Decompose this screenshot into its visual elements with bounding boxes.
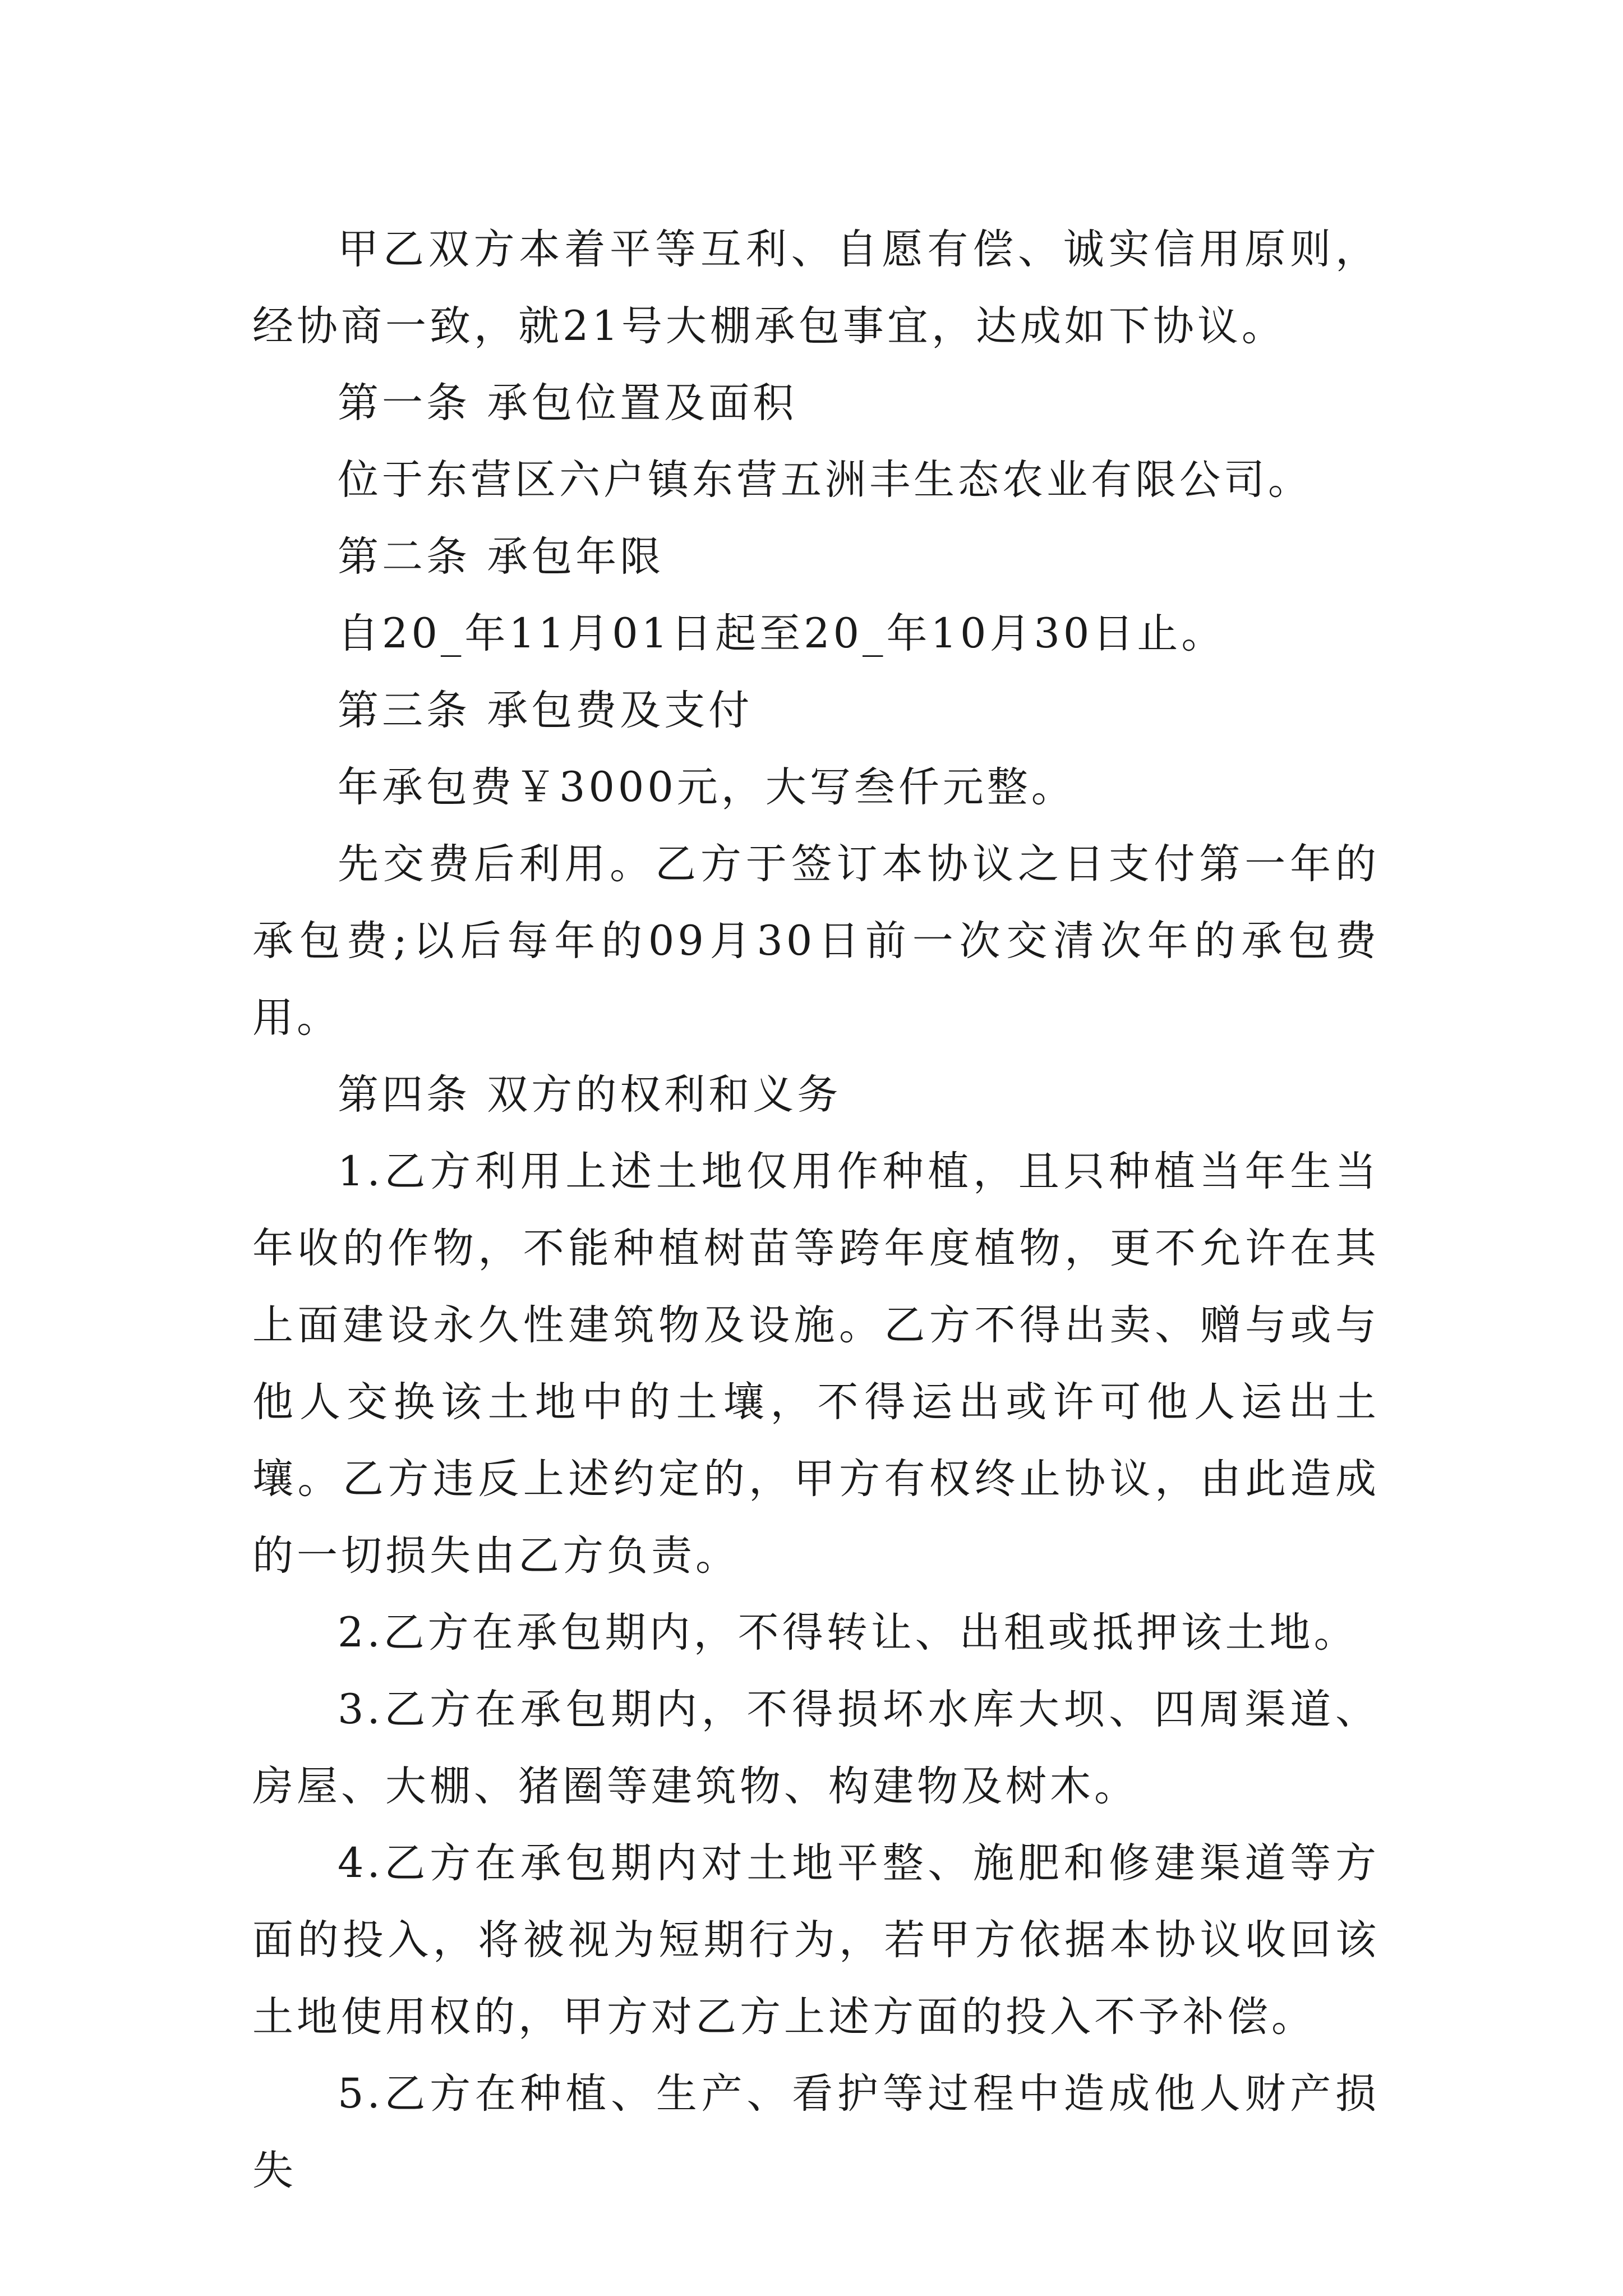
clause-2: 2.乙方在承包期内，不得转让、出租或抵押该土地。 <box>338 1609 1358 1657</box>
clause-5: 5.乙方在种植、生产、看护等过程中造成他人财产损失 <box>252 2070 1380 2194</box>
paragraph-term: 自20_年11月01日起至20_年10月30日止。 <box>338 610 1226 657</box>
paragraph-location: 位于东营区六户镇东营五洲丰生态农业有限公司。 <box>338 456 1312 504</box>
paragraph-preamble: 甲乙双方本着平等互利、自愿有偿、诚实信用原则，经协商一致，就21号大棚承包事宜，达成如下协议。 <box>252 226 1380 350</box>
clause-3: 3.乙方在承包期内，不得损坏水库大坝、四周渠道、房屋、大棚、猪圈等建筑物、构建物及树木。 <box>252 1686 1380 1810</box>
document-body <box>252 211 1380 2209</box>
paragraph-fee: 年承包费￥3000元，大写叁仟元整。 <box>338 763 1076 811</box>
heading-article-1: 第一条 承包位置及面积 <box>338 379 797 427</box>
clause-1: 1.乙方利用上述土地仅用作种植，且只种植当年生当年收的作物，不能种植树苗等跨年度植物，更不允许在其上面建设永久性建筑物及设施。乙方不得出卖、赠与或与他人交换该土地中的土壤，不得运出或许可他人运出土壤。乙方违反上述约定的，甲方有权终止协议，由此造成的一切损失由乙方负责。 <box>252 1148 1380 1580</box>
clause-4: 4.乙方在承包期内对土地平整、施肥和修建渠道等方面的投入，将被视为短期行为，若甲方依据本协议收回该土地使用权的，甲方对乙方上述方面的投入不予补偿。 <box>252 1839 1380 2041</box>
paragraph-payment: 先交费后利用。乙方于签订本协议之日支付第一年的承包费;以后每年的09月30日前一次交清次年的承包费用。 <box>252 840 1380 1042</box>
heading-article-4: 第四条 双方的权利和义务 <box>338 1071 842 1119</box>
heading-article-3: 第三条 承包费及支付 <box>338 687 753 734</box>
heading-article-2: 第二条 承包年限 <box>338 533 665 581</box>
